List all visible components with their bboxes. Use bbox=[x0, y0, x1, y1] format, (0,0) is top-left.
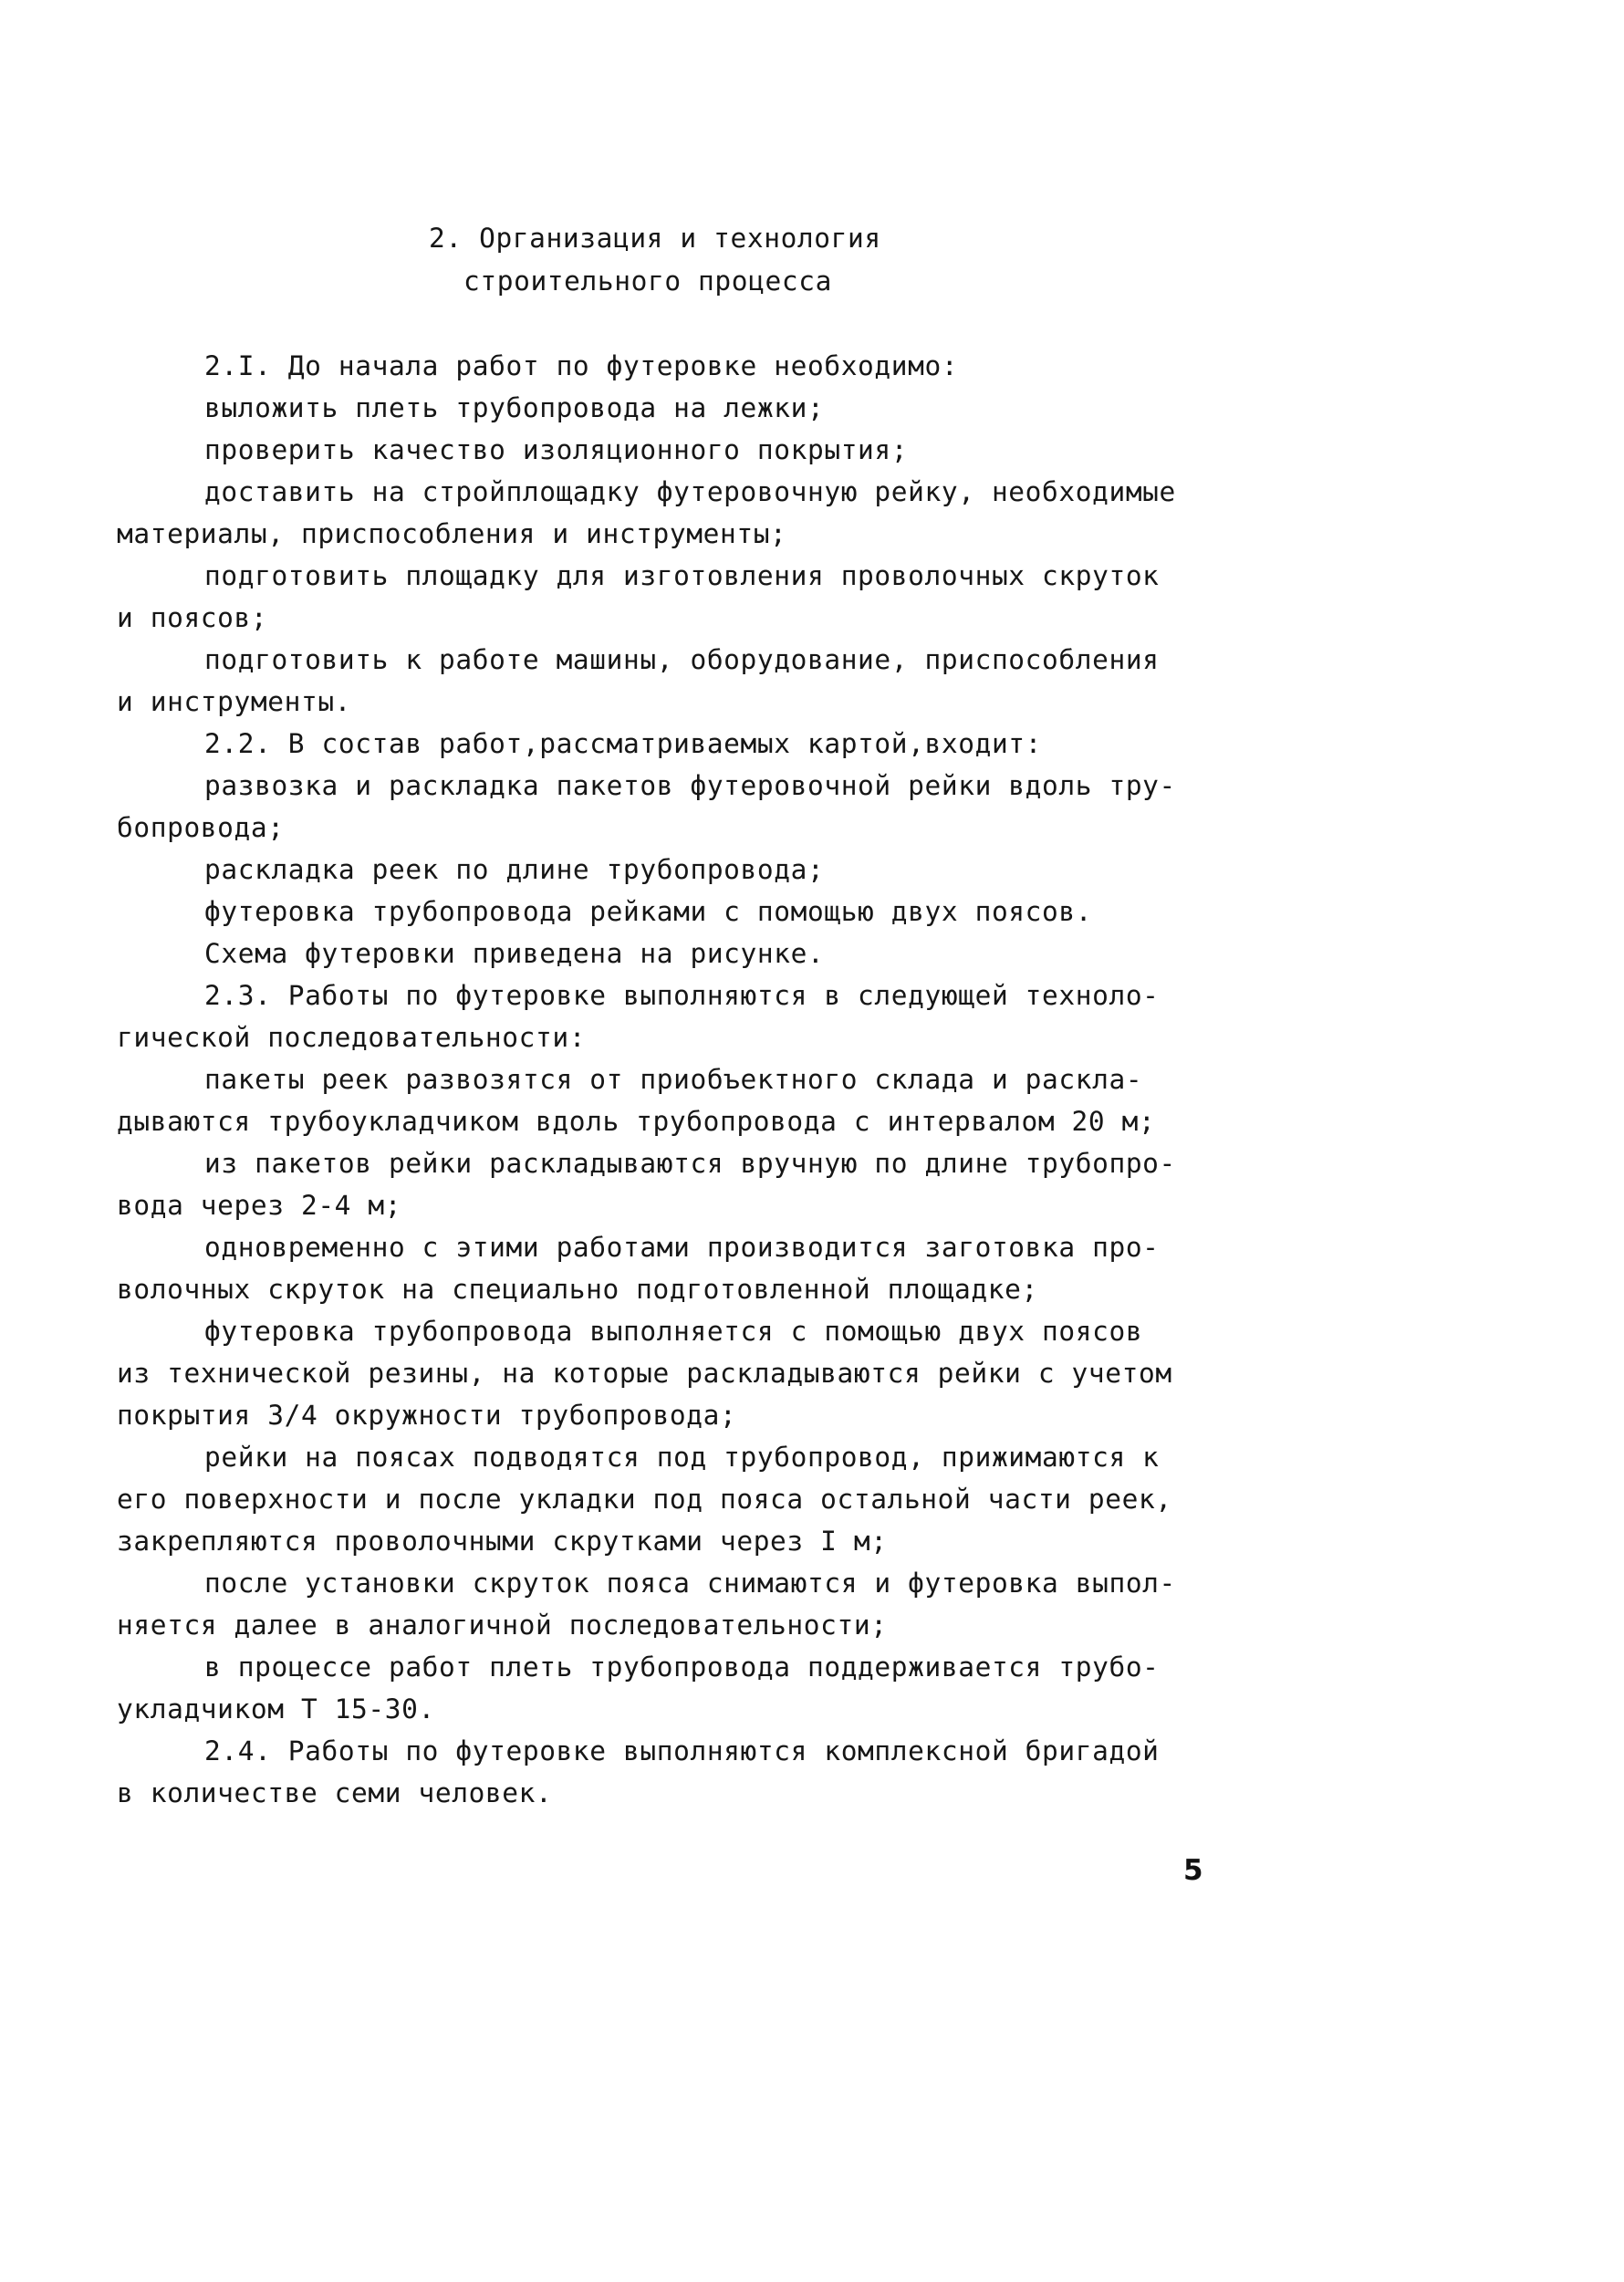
list-item-line: развозка и раскладка пакетов футеровочной рейки вдоль тру- bbox=[204, 770, 1176, 801]
list-item-line: волочных скруток на специально подготовленной площадке; bbox=[117, 1274, 1038, 1305]
list-item-line: и инструменты. bbox=[117, 686, 352, 717]
list-item-line: подготовить к работе машины, оборудование, приспособления bbox=[204, 644, 1160, 675]
list-item-line: доставить на стройплощадку футеровочную рейку, необходимые bbox=[204, 476, 1176, 507]
list-item-line: в процессе работ плеть трубопровода поддерживается трубо- bbox=[204, 1652, 1160, 1683]
list-item-line: проверить качество изоляционного покрытия; bbox=[204, 434, 909, 465]
list-item-line: рейки на поясах подводятся под трубопровод, прижимаются к bbox=[204, 1442, 1160, 1473]
list-item-line: подготовить площадку для изготовления проволочных скруток bbox=[204, 560, 1160, 591]
list-item-line: бопровода; bbox=[117, 812, 285, 843]
section-title-line-2: строительного процесса bbox=[463, 266, 832, 297]
list-item-line: няется далее в аналогичной последовательности; bbox=[117, 1610, 888, 1641]
list-item-line: футеровка трубопровода рейками с помощью двух поясов. bbox=[204, 896, 1093, 927]
list-item-line: вода через 2-4 м; bbox=[117, 1190, 402, 1221]
paragraph-2-4-line: 2.4. Работы по футеровке выполняются комплексной бригадой bbox=[204, 1735, 1160, 1766]
list-item-line: дываются трубоукладчиком вдоль трубопровода с интервалом 20 м; bbox=[117, 1106, 1156, 1137]
list-item-line: из пакетов рейки раскладываются вручную по длине трубопро- bbox=[204, 1148, 1176, 1179]
list-item-line: закрепляются проволочными скрутками через I м; bbox=[117, 1526, 888, 1557]
list-item-line: пакеты реек развозятся от приобъектного склада и раскла- bbox=[204, 1064, 1143, 1095]
list-item-line: раскладка реек по длине трубопровода; bbox=[204, 854, 825, 885]
section-title-line-1: 2. Организация и технология bbox=[429, 223, 881, 254]
list-item-line: выложить плеть трубопровода на лежки; bbox=[204, 392, 825, 423]
list-item-line: в количестве семи человек. bbox=[117, 1777, 553, 1808]
list-item-line: его поверхности и после укладки под пояса остальной части реек, bbox=[117, 1484, 1172, 1515]
list-item-line: и поясов; bbox=[117, 602, 268, 633]
list-item-line: материалы, приспособления и инструменты; bbox=[117, 518, 787, 549]
list-item-line: гической последовательности: bbox=[117, 1022, 587, 1053]
list-item-line: одновременно с этими работами производится заготовка про- bbox=[204, 1232, 1160, 1263]
paragraph-2-2-line: 2.2. В состав работ,рассматриваемых картой,входит: bbox=[204, 728, 1043, 759]
paragraph-2-3-line: 2.3. Работы по футеровке выполняются в следующей техноло- bbox=[204, 980, 1160, 1011]
list-item-line: футеровка трубопровода выполняется с помощью двух поясов bbox=[204, 1316, 1143, 1347]
list-item-line: укладчиком Т 15-30. bbox=[117, 1693, 435, 1725]
list-item-line: покрытия 3/4 окружности трубопровода; bbox=[117, 1400, 737, 1431]
list-item-line: после установки скруток пояса снимаются и футеровка выпол- bbox=[204, 1568, 1176, 1599]
page-number: 5 bbox=[1183, 1854, 1204, 1887]
paragraph-2-1-line: 2.I. До начала работ по футеровке необходимо: bbox=[204, 350, 959, 381]
list-item-line: Схема футеровки приведена на рисунке. bbox=[204, 938, 825, 969]
list-item-line: из технической резины, на которые раскладываются рейки с учетом bbox=[117, 1358, 1172, 1389]
